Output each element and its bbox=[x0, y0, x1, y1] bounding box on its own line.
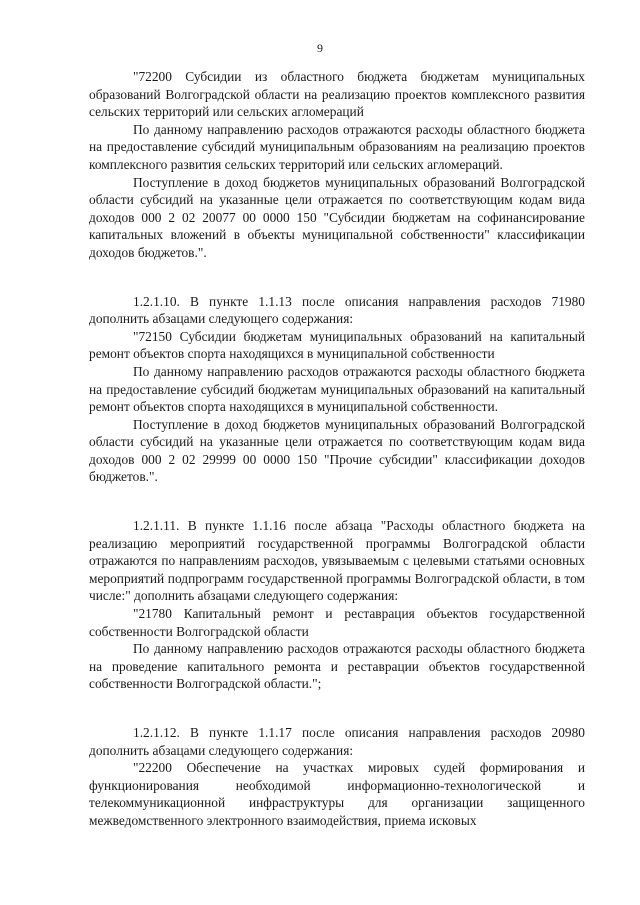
paragraph-72150-title: "72150 Субсидии бюджетам муниципальных образований на капитальный ремонт объектов спорта находящихся в муниципальной собственности bbox=[89, 328, 585, 362]
document-body bbox=[89, 68, 585, 830]
paragraph-72150-description: По данному направлению расходов отражаются расходы областного бюджета на предоставление субсидий бюджетам муниципальных образований на капитальный ремонт объектов спорта находящихся в муниципальной собственности. bbox=[89, 363, 585, 415]
paragraph-22200-title: "22200 Обеспечение на участках мировых судей формирования и функционирования необходимой информационно-технологической и телекоммуникационной инфраструктуры для организации защищенного межведомственного электронного взаимодействия, приема исковых bbox=[89, 760, 585, 828]
paragraph-72150-income: Поступление в доход бюджетов муниципальных образований Волгоградской области субсидий на указанные цели отражается по соответствующим кодам вида доходов 000 2 02 29999 00 0000 150 "Прочие субсидии" классификации доходов бюджетов.". bbox=[89, 416, 585, 485]
page-number: 9 bbox=[317, 41, 323, 55]
paragraph-72200-description: По данному направлению расходов отражаются расходы областного бюджета на предоставление субсидий муниципальным образованиям на реализацию проектов комплексного развития сельских территорий или сельских агломераций. bbox=[89, 121, 585, 172]
paragraph-item-1-2-1-10: 1.2.1.10. В пункте 1.1.13 после описания направления расходов 71980 дополнить абзацами следующего содержания: bbox=[89, 293, 585, 327]
paragraph-72200-income: Поступление в доход бюджетов муниципальных образований Волгоградской области субсидий на указанные цели отражается по соответствующим кодам вида доходов 000 2 02 20077 00 0000 150 "Субсидии бюджетам на софинансирование капитальных вложений в объекты муниципальной собственности" классификации доходов бюджетов.". bbox=[89, 174, 585, 260]
paragraph-72200-title: "72200 Субсидии из областного бюджета бюджетам муниципальных образований Волгоградской области на реализацию проектов комплексного развития сельских территорий или сельских агломераций bbox=[89, 69, 585, 120]
paragraph-21780-title: "21780 Капитальный ремонт и реставрация объектов государственной собственности Волгоградской области bbox=[89, 606, 585, 639]
paragraph-item-1-2-1-11: 1.2.1.11. В пункте 1.1.16 после абзаца "Расходы областного бюджета на реализацию мероприятий государственной программы Волгоградской области отражаются по направлениям расходов, увязываемым с целевыми статьями основных мероприятий подпрограмм государственной программы Волгоградской области, в том числе:" дополнить абзацами следующего содержания: bbox=[89, 518, 585, 604]
paragraph-21780-description: По данному направлению расходов отражаются расходы областного бюджета на проведение капитального ремонта и реставрации объектов государственной собственности Волгоградской области."; bbox=[89, 641, 585, 692]
paragraph-item-1-2-1-12: 1.2.1.12. В пункте 1.1.17 после описания направления расходов 20980 дополнить абзацами следующего содержания: bbox=[89, 725, 585, 758]
